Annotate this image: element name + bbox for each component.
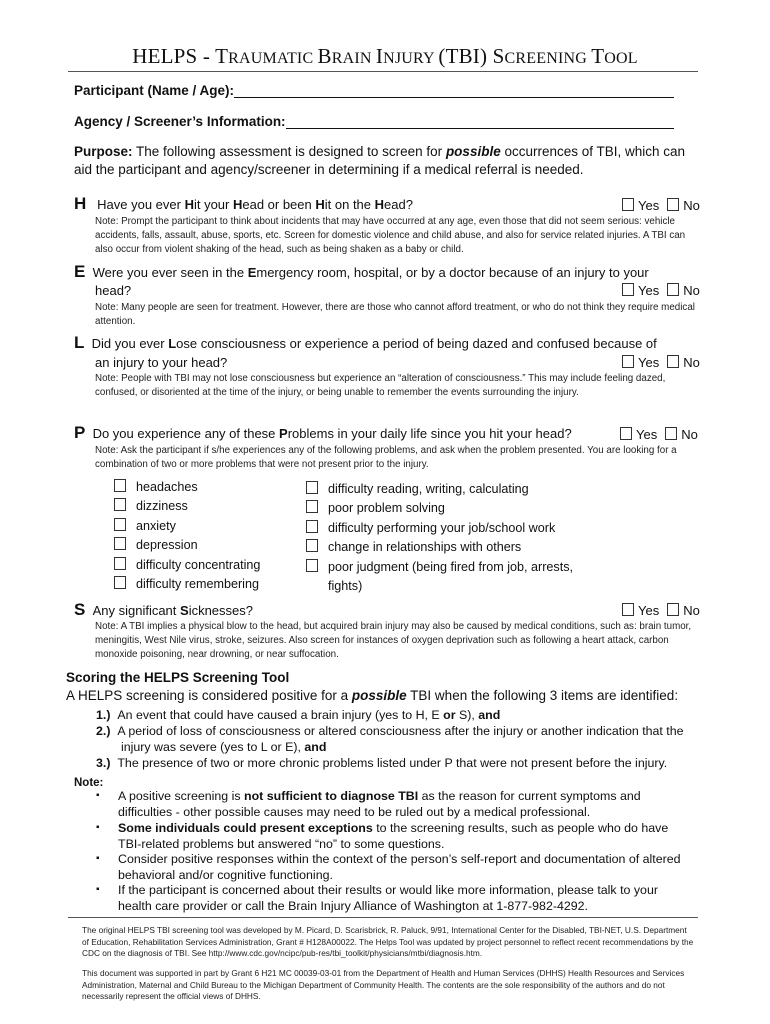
yes-checkbox[interactable] xyxy=(622,198,634,211)
question-p: P Do you experience any of these Problems in your daily life since you hit your head? xyxy=(74,423,572,442)
problems-right xyxy=(306,480,573,596)
note-h: Note: Prompt the participant to think about incidents that may have occurred at any age, even those that did not seem serious: vehicle accidents, falls, assault, abuse, sports, etc. Screen for domestic violence and child abuse, and also for service related injuries. A TBI can also occur from violent shaking of the head, such as being shaken as a baby or child. xyxy=(95,216,686,255)
problem-item[interactable]: dizziness xyxy=(114,497,260,516)
problem-item[interactable]: poor judgment (being fired from job, arrests, xyxy=(306,558,573,577)
yes-no-h[interactable]: Yes No xyxy=(614,198,700,213)
scoring-heading: Scoring the HELPS Screening Tool xyxy=(66,670,290,685)
footer-credits: The original HELPS TBI screening tool was developed by M. Picard, D. Scarisbrick, R. Paluck, 9/91, International Center for the Disabled, TBI-NET, U.S. Department of Education, Rehabilitation Services Administration, Grant # H128A00022. The Helps Tool was updated by project personnel to reflect recent recommendations by the CDC on the diagnosis of TBI. See http://www.cdc.gov/ncipc/pub-res/tbi_toolkit/physicians/mtbi/diagnosis.htm. xyxy=(82,925,694,958)
note-s: Note: A TBI implies a physical blow to the head, but acquired brain injury may also be caused by medical conditions, such as: brain tumor, meningitis, West Nile virus, stroke, seizures. Also screen for instances of oxygen deprivation such as following a heart attack, carbon monoxide poisoning, near drowning, or near suffocation. xyxy=(95,621,692,660)
question-h: H Have you ever Hit your Head or been Hit on the Head? xyxy=(74,194,413,213)
title-rule xyxy=(68,71,698,72)
no-checkbox[interactable] xyxy=(667,603,679,616)
note-l: Note: People with TBI may not lose consciousness but experience an “alteration of consciousness.” This may include feeling dazed, confused, or disoriented at the time of the injury, or being unable to remember the events surrounding the injury. xyxy=(95,373,666,398)
problem-checkbox[interactable] xyxy=(306,559,318,572)
yes-no-l[interactable]: Yes No xyxy=(614,355,700,370)
problem-item[interactable]: depression xyxy=(114,536,260,555)
scoring-intro: A HELPS screening is considered positive for a possible TBI when the following 3 items are identified: xyxy=(66,688,679,703)
yes-no-e[interactable]: Yes No xyxy=(614,283,700,298)
participant-label: Participant (Name / Age): xyxy=(74,83,235,98)
no-checkbox[interactable] xyxy=(667,198,679,211)
problem-checkbox[interactable] xyxy=(306,481,318,494)
problem-checkbox[interactable] xyxy=(306,539,318,552)
scoring-item-3: 3.) The presence of two or more chronic problems listed under P that were not present before the injury. xyxy=(96,756,668,770)
scoring-item-2-cont: injury was severe (yes to L or E), and xyxy=(121,740,327,754)
note-p: Note: Ask the participant if s/he experiences any of the following problems, and ask when the problem presented. You are looking for a combination of two or more problems that were not present prior to the injury. xyxy=(95,445,677,470)
agency-field[interactable] xyxy=(74,114,674,129)
problem-checkbox[interactable] xyxy=(114,498,126,511)
question-l-cont: an injury to your head? xyxy=(95,355,228,370)
problem-checkbox[interactable] xyxy=(114,518,126,531)
problem-item[interactable]: difficulty reading, writing, calculating xyxy=(306,480,573,499)
problem-item[interactable]: change in relationships with others xyxy=(306,538,573,557)
problem-checkbox[interactable] xyxy=(114,557,126,570)
page-title: HELPS - TRAUMATIC BRAIN INJURY (TBI) SCREENING TOOL xyxy=(132,44,638,68)
no-checkbox[interactable] xyxy=(667,283,679,296)
problem-checkbox[interactable] xyxy=(114,537,126,550)
yes-checkbox[interactable] xyxy=(622,355,634,368)
problem-item[interactable]: difficulty performing your job/school work xyxy=(306,519,573,538)
problem-item[interactable]: poor problem solving xyxy=(306,499,573,518)
yes-checkbox[interactable] xyxy=(622,603,634,616)
purpose-text: Purpose: The following assessment is designed to screen for possible occurrences of TBI, which can aid the participant and agency/screener in determining if a medical referral is needed. xyxy=(74,144,686,177)
problem-checkbox[interactable] xyxy=(114,576,126,589)
footer-rule xyxy=(68,917,698,918)
problem-item[interactable]: anxiety xyxy=(114,517,260,536)
problems-left xyxy=(114,478,260,594)
problem-item[interactable]: difficulty concentrating xyxy=(114,556,260,575)
question-l: L Did you ever Lose consciousness or experience a period of being dazed and confused because of xyxy=(74,333,657,352)
note-bullet-2: ▪ Some individuals could present exceptions to the screening results, such as people who do have TBI-related problems but answered “no” to some questions. xyxy=(96,821,669,851)
question-e-cont: head? xyxy=(95,283,132,298)
scoring-item-2: 2.) A period of loss of consciousness or altered consciousness after the injury or another indication that the xyxy=(96,724,684,738)
yes-checkbox[interactable] xyxy=(622,283,634,296)
problem-item-cont: fights) xyxy=(328,579,363,594)
scoring-item-1: 1.) An event that could have caused a brain injury (yes to H, E or S), and xyxy=(96,708,501,722)
note-e: Note: Many people are seen for treatment. However, there are those who cannot afford treatment, or who do not think they require medical attention. xyxy=(95,302,695,327)
yes-no-s[interactable]: Yes No xyxy=(614,603,700,618)
problem-checkbox[interactable] xyxy=(306,500,318,513)
no-checkbox[interactable] xyxy=(667,355,679,368)
problem-item[interactable]: headaches xyxy=(114,478,260,497)
note-bullet-3: ▪ Consider positive responses within the context of the person’s self-report and documentation of altered behavioral and/or cognitive functioning. xyxy=(96,852,681,882)
note-bullet-4: ▪ If the participant is concerned about their results or would like more information, please talk to your health care provider or call the Brain Injury Alliance of Washington at 1-877-982-4292. xyxy=(96,883,658,913)
no-checkbox[interactable] xyxy=(665,427,677,440)
note-bullet-1: ▪ A positive screening is not sufficient to diagnose TBI as the reason for current symptoms and difficulties - other possible causes may need to be ruled out by a medical professional. xyxy=(96,789,641,819)
agency-label: Agency / Screener’s Information: xyxy=(74,114,286,129)
yes-checkbox[interactable] xyxy=(620,427,632,440)
problem-checkbox[interactable] xyxy=(306,520,318,533)
participant-field[interactable] xyxy=(74,83,674,98)
question-e: E Were you ever seen in the Emergency room, hospital, or by a doctor because of an injury to your xyxy=(74,262,649,281)
question-s: S Any significant Sicknesses? xyxy=(74,600,253,619)
problem-item[interactable]: difficulty remembering xyxy=(114,575,260,594)
footer-funding: This document was supported in part by Grant 6 H21 MC 00039-03-01 from the Department of Health and Human Services (DHHS) Health Resources and Services Administration, Maternal and Child Bureau to the Michigan Department of Community Health. The contents are the sole responsibility of the authors and do not necessarily represent the official views of DHHS. xyxy=(82,968,685,1001)
yes-no-p[interactable]: Yes No xyxy=(612,427,698,442)
problem-checkbox[interactable] xyxy=(114,479,126,492)
note-label: Note: xyxy=(74,777,104,789)
